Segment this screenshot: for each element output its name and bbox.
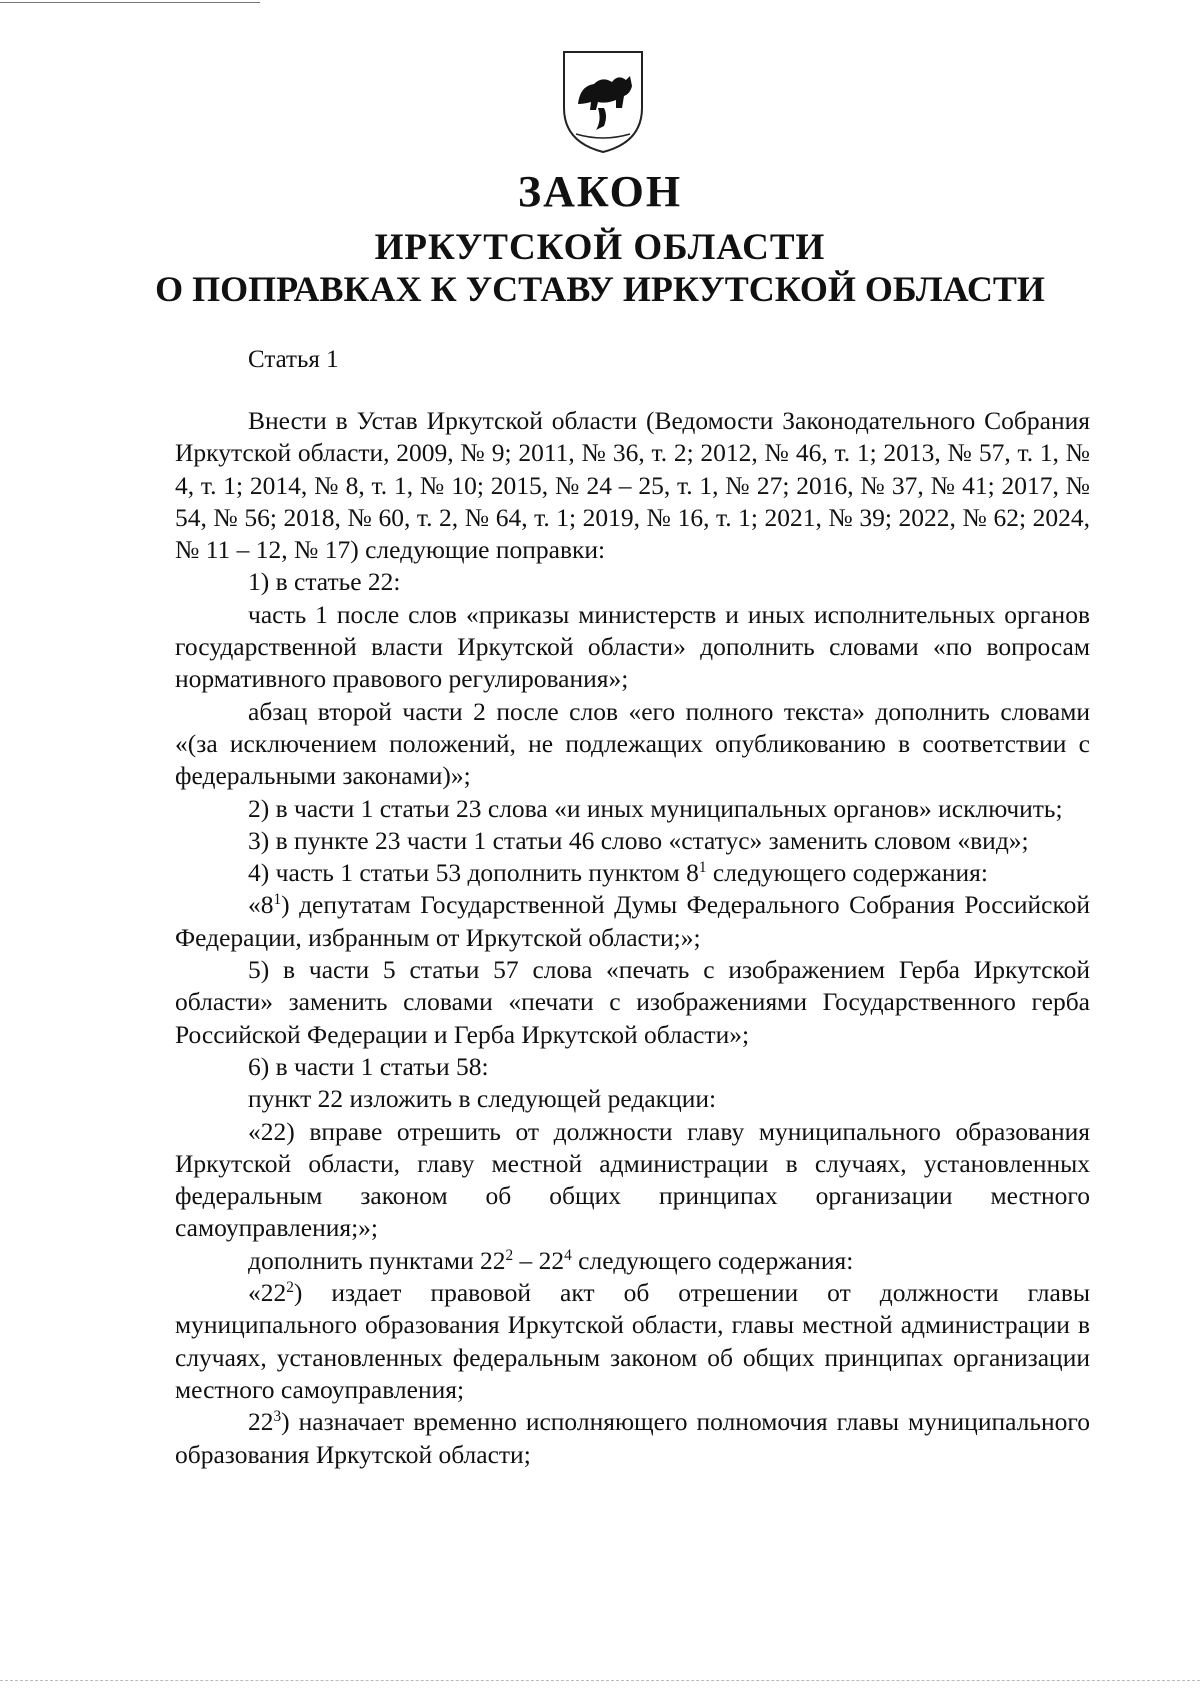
superscript-index: 4 <box>564 1246 572 1264</box>
body-paragraph: часть 1 после слов «приказы министерств и иных исполнительных органов государственной власти Иркутской области» дополнить словами «по вопросам нормативного правового регулирования»; <box>175 599 1090 694</box>
body-paragraph: «22) вправе отрешить от должности главу муниципального образования Иркутской области, главу местной администрации в случаях, установленных федеральным законом об общих принципах организации местного самоуправления;»; <box>175 1116 1090 1243</box>
paragraph-text: следующего содержания: <box>571 1245 854 1275</box>
body-paragraph: пункт 22 изложить в следующей редакции: <box>248 1084 717 1114</box>
paragraph-text: «22 <box>248 1278 287 1308</box>
document-body <box>175 405 1090 1471</box>
paragraph-text: 22 <box>248 1407 274 1437</box>
body-paragraph: абзац второй части 2 после слов «его полного текста» дополнить словами «(за исключением положений, не подлежащих опубликованию в соответствии с федеральными законами)»; <box>175 696 1090 791</box>
superscript-index: 2 <box>505 1246 514 1264</box>
paragraph-text: следующего содержания: <box>706 858 988 888</box>
coat-of-arms-icon <box>558 46 648 156</box>
paragraph-text: ) депутатам Государственной Думы Федерального Собрания Российской Федерации, избранным от Иркутской области;»; <box>175 890 1090 952</box>
paragraph-text: дополнить пунктами 22 <box>248 1245 506 1275</box>
body-paragraph <box>175 1277 1090 1406</box>
document-region-title: ИРКУТСКОЙ ОБЛАСТИ <box>374 227 826 268</box>
body-paragraph <box>175 1245 1090 1277</box>
article-heading: Статья 1 <box>248 346 339 373</box>
paragraph-text: 4) часть 1 статьи 53 дополнить пунктом 8 <box>248 858 699 888</box>
scan-artifact-line <box>0 2 260 3</box>
body-paragraph: 1) в статье 22: <box>248 567 401 597</box>
paragraph-text: ) издает правовой акт об отрешении от должности главы муниципального образования Иркутской области, главы местной администрации в случаях, установленных федеральным законом об общих принципах организации местного самоуправления; <box>175 1278 1090 1404</box>
body-paragraph: 5) в части 5 статьи 57 слова «печать с изображением Герба Иркутской области» заменить словами «печати с изображениями Государственного герба Российской Федерации и Герба Иркутской области»; <box>175 955 1090 1049</box>
superscript-index: 1 <box>273 891 282 909</box>
document-type-title: ЗАКОН <box>517 167 683 216</box>
body-paragraph <box>175 857 1090 889</box>
body-paragraph <box>175 889 1090 954</box>
body-paragraph <box>175 1406 1090 1471</box>
scan-artifact-line-bottom <box>0 1680 1200 1681</box>
paragraph-text: – 22 <box>513 1245 565 1275</box>
body-paragraph: 6) в части 1 статьи 58: <box>248 1051 489 1081</box>
body-paragraph: Внести в Устав Иркутской области (Ведомости Законодательного Собрания Иркутской области, 2009, № 9; 2011, № 36, т. 2; 2012, № 46, т. 1; 2013, № 57, т. 1, № 4, т. 1; 2014, № 8, т. 1, № 10; 2015, № 24 – 25, т. 1, № 27; 2016, № 37, № 41; 2017, № 54, № 56; 2018, № 60, т. 2, № 64, т. 1; 2019, № 16, т. 1; 2021, № 39; 2022, № 62; 2024, № 11 – 12, № 17) следующие поправки: <box>175 406 1090 565</box>
superscript-index: 1 <box>698 858 707 876</box>
superscript-index: 3 <box>273 1408 282 1426</box>
body-paragraph: 3) в пункте 23 части 1 статьи 46 слово «статус» заменить словом «вид»; <box>248 825 1029 855</box>
superscript-index: 2 <box>286 1278 294 1296</box>
body-paragraph: 2) в части 1 статьи 23 слова «и иных муниципальных органов» исключить; <box>248 793 1063 823</box>
paragraph-text: «8 <box>248 890 274 920</box>
document-subject-title: О ПОПРАВКАХ К УСТАВУ ИРКУТСКОЙ ОБЛАСТИ <box>155 269 1045 309</box>
paragraph-text: ) назначает временно исполняющего полномочия главы муниципального образования Иркутской области; <box>175 1407 1090 1469</box>
